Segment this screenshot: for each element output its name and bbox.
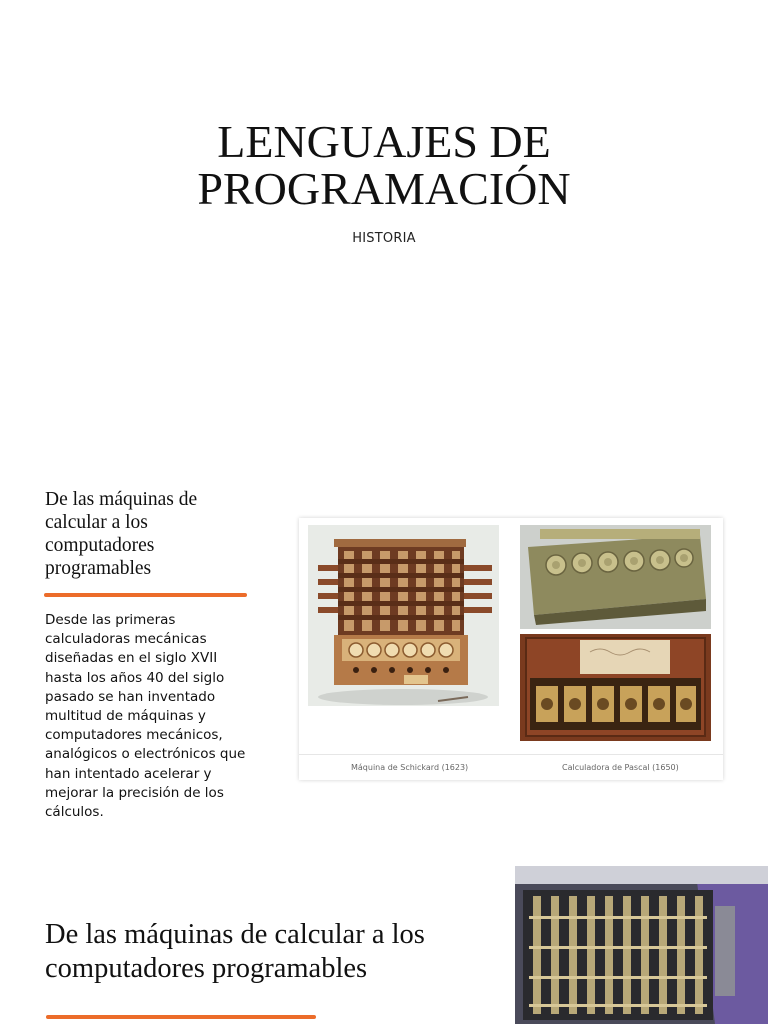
slide-heading: De las máquinas de calcular a los computadores programables <box>45 489 198 579</box>
presentation-subtitle: HISTORIA <box>352 231 416 246</box>
slide-heading: De las máquinas de calcular a los computadores programables <box>45 919 425 984</box>
figure-caption-pascal: Calculadora de Pascal (1650) <box>562 763 679 772</box>
title-line-2: PROGRAMACIÓN <box>197 163 571 214</box>
accent-divider <box>46 1015 316 1019</box>
presentation-title <box>0 118 768 212</box>
pascaline-image-top <box>520 525 711 629</box>
pascaline-image-bottom <box>520 634 711 741</box>
difference-engine-image <box>515 866 768 1024</box>
title-slide <box>0 0 768 440</box>
title-line-1: LENGUAJES DE <box>217 116 551 167</box>
slide-body-text: Desde las primeras calculadoras mecánicas diseñadas en el siglo XVII hasta los años 40 del siglo pasado se han inventado multitud de máquinas y computadores mecánicos, analógicos o electrónicos que han intentado acelerar y mejorar la precisión de los cálculos. <box>45 612 246 821</box>
figure-caption-schickard: Máquina de Schickard (1623) <box>351 763 469 772</box>
calculators-figure <box>299 518 723 780</box>
caption-divider <box>299 754 723 755</box>
schickard-machine-image <box>308 525 499 706</box>
content-slide-computers <box>0 860 768 1024</box>
content-slide-calculators <box>0 440 768 860</box>
accent-divider <box>44 593 247 597</box>
